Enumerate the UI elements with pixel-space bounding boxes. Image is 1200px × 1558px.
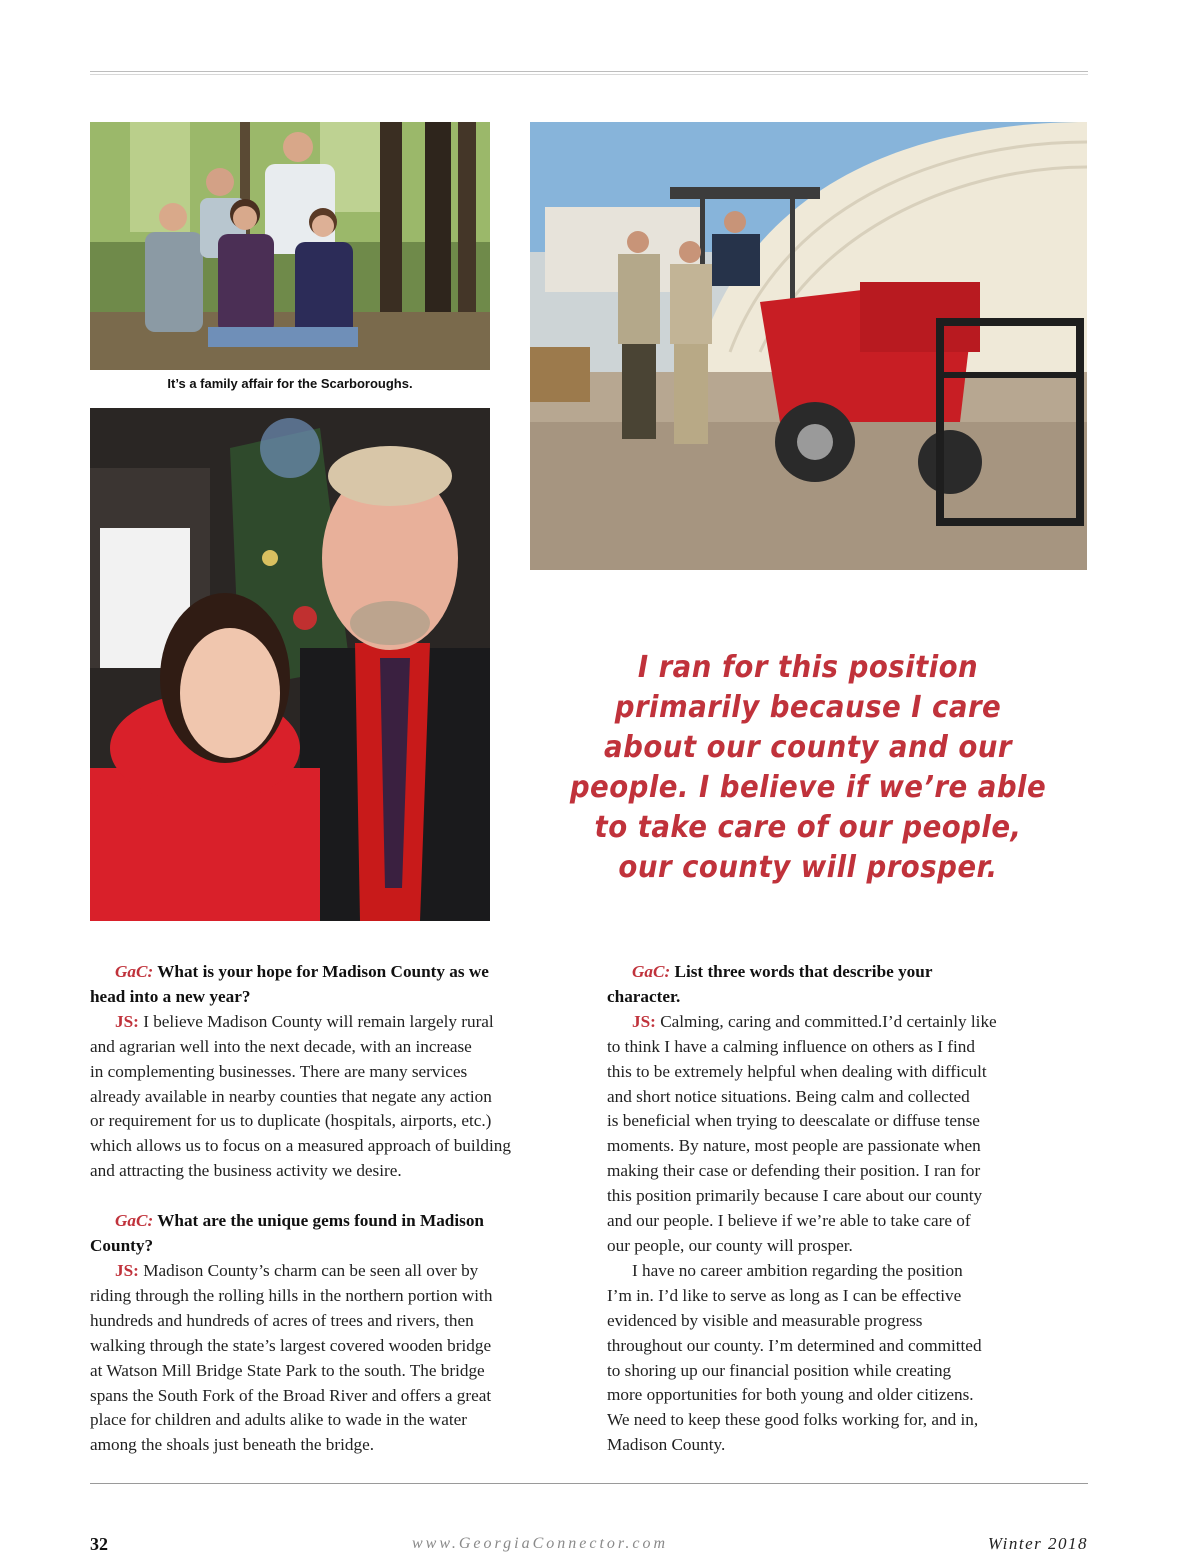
answer-text: evidenced by visible and measurable progress: [607, 1310, 923, 1330]
answer-text: I have no career ambition regarding the position: [632, 1260, 963, 1280]
answer-3: [607, 1010, 1052, 1035]
gac-label: GaC:: [115, 1211, 154, 1231]
question-2: [90, 1209, 570, 1234]
pull-quote-line: people. I believe if we’re able: [569, 770, 1047, 805]
answer-text: walking through the state’s largest covered wooden bridge: [90, 1335, 492, 1355]
answer-text: throughout our county. I’m determined and committed: [607, 1335, 982, 1355]
article-column-right: [607, 960, 1052, 1458]
answer-text: I believe Madison County will remain largely rural: [143, 1011, 494, 1031]
answer-text: which allows us to focus on a measured approach of building: [90, 1136, 511, 1156]
answer-text: is beneficial when trying to deescalate or diffuse tense: [607, 1111, 980, 1131]
question-3: [607, 960, 1052, 985]
answer-text: I’m in. I’d like to serve as long as I can be effective: [607, 1285, 962, 1305]
tractor-photo: [530, 122, 1087, 570]
answer-text: and attracting the business activity we desire.: [90, 1161, 402, 1181]
answer-1: [90, 1010, 570, 1035]
answer-text: our people, our county will prosper.: [607, 1235, 853, 1255]
answer-text: or requirement for us to duplicate (hospitals, airports, etc.): [90, 1111, 492, 1131]
bottom-rule: [90, 1483, 1088, 1484]
pull-quote-line: about our county and our: [604, 730, 1012, 765]
answer-text: moments. By nature, most people are passionate when: [607, 1136, 981, 1156]
question-1: [90, 960, 570, 985]
answer-text: at Watson Mill Bridge State Park to the south. The bridge: [90, 1360, 485, 1380]
pull-quote-line: to take care of our people,: [594, 810, 1022, 845]
question-text: County?: [90, 1236, 154, 1256]
answer-text: among the shoals just beneath the bridge.: [90, 1435, 375, 1455]
answer-text: Calming, caring and committed.I’d certainly like: [660, 1011, 997, 1031]
family-photo-caption: It’s a family affair for the Scarboroughs.: [167, 376, 413, 391]
gac-label: GaC:: [632, 962, 671, 981]
answer-text: and short notice situations. Being calm and collected: [607, 1086, 970, 1106]
answer-text: and agrarian well into the next decade, with an increase: [90, 1036, 472, 1056]
answer-text: and our people. I believe if we’re able to take care of: [607, 1211, 971, 1231]
couple-photo: [90, 408, 490, 921]
answer-2: [90, 1259, 570, 1284]
gac-label: GaC:: [115, 962, 154, 981]
website-link[interactable]: www.GeorgiaConnector.com: [412, 1535, 668, 1552]
js-label: JS:: [632, 1011, 656, 1031]
article-column-left: [90, 960, 570, 1458]
family-photo: [90, 122, 490, 370]
answer-text: this to be extremely helpful when dealing with difficult: [607, 1061, 987, 1081]
answer-text: to think I have a calming influence on others as I find: [607, 1036, 975, 1056]
question-text: character.: [607, 986, 681, 1006]
page-number: 32: [90, 1534, 108, 1554]
js-label: JS:: [115, 1011, 139, 1031]
answer-text: this position primarily because I care about our county: [607, 1186, 983, 1206]
question-text: List three words that describe your: [674, 962, 933, 981]
pull-quote-line: our county will prosper.: [618, 850, 998, 885]
answer-text: Madison County’s charm can be seen all over by: [143, 1260, 479, 1280]
issue-label: Winter 2018: [987, 1534, 1088, 1553]
answer-text: hundreds and hundreds of acres of trees and rivers, then: [90, 1310, 474, 1330]
answer-text: We need to keep these good folks working for, and in,: [607, 1410, 979, 1430]
answer-text: making their case or defending their position. I ran for: [607, 1161, 981, 1181]
pull-quote: [569, 648, 1047, 888]
answer-text: to shoring up our financial position while creating: [607, 1360, 952, 1380]
question-text: What are the unique gems found in Madison: [157, 1211, 484, 1231]
top-rule: [90, 71, 1088, 75]
question-text: What is your hope for Madison County as we: [157, 962, 489, 981]
question-text: head into a new year?: [90, 986, 251, 1006]
answer-text: more opportunities for both young and older citizens.: [607, 1385, 974, 1405]
answer-text: riding through the rolling hills in the northern portion with: [90, 1285, 493, 1305]
pull-quote-line: primarily because I care: [614, 690, 1002, 725]
answer-text: place for children and adults alike to wade in the water: [90, 1410, 468, 1430]
answer-text: spans the South Fork of the Broad River and offers a great: [90, 1385, 492, 1405]
pull-quote-line: I ran for this position: [637, 650, 979, 685]
answer-text: in complementing businesses. There are many services: [90, 1061, 468, 1081]
answer-text: already available in nearby counties that negate any action: [90, 1086, 492, 1106]
js-label: JS:: [115, 1260, 139, 1280]
answer-text: Madison County.: [607, 1435, 726, 1455]
